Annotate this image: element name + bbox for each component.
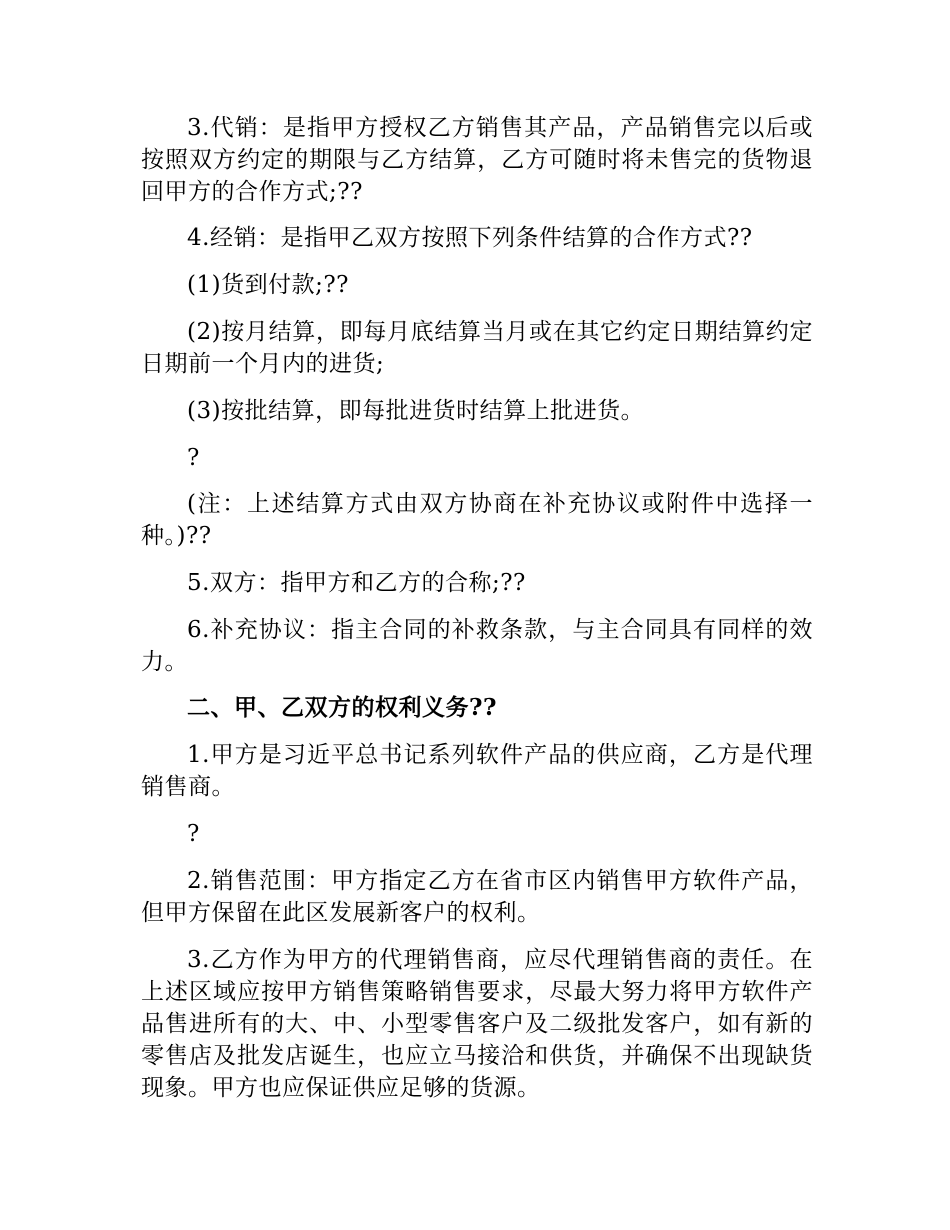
paragraph-note: (注：上述结算方式由双方协商在补充协议或附件中选择一种。)?? xyxy=(141,491,813,549)
paragraph-batch-settlement: (3)按批结算，即每批进货时结算上批进货。 xyxy=(187,398,645,424)
paragraph-supplementary-agreement: 6.补充协议：指主合同的补救条款，与主合同具有同样的效力。 xyxy=(141,617,813,675)
paragraph-consignment: 3.代销：是指甲方授权乙方销售其产品，产品销售完以后或按照双方约定的期限与乙方结算，乙方可随时将未售完的货物退回甲方的合作方式;?? xyxy=(141,115,813,205)
paragraph-cash-on-delivery: (1)货到付款;?? xyxy=(187,272,349,298)
section-heading-rights-obligations: 二、甲、乙双方的权利义务?? xyxy=(187,694,497,721)
paragraph-distribution: 4.经销：是指甲乙双方按照下列条件结算的合作方式?? xyxy=(187,225,753,251)
paragraph-placeholder: ? xyxy=(187,445,200,471)
paragraph-agent-responsibility: 3.乙方作为甲方的代理销售商，应尽代理销售商的责任。在上述区域应按甲方销售策略销售要求，尽最大努力将甲方软件产品售进所有的大、中、小型零售客户及二级批发客户，如有新的零售店及批发店诞生，也应立马接洽和供货，并确保不出现缺货现象。甲方也应保证供应足够的货源。 xyxy=(141,947,813,1101)
paragraph-sales-scope: 2.销售范围：甲方指定乙方在省市区内销售甲方软件产品，但甲方保留在此区发展新客户的权利。 xyxy=(141,868,813,926)
document-page xyxy=(141,112,813,1104)
paragraph-monthly-settlement: (2)按月结算，即每月底结算当月或在其它约定日期结算约定日期前一个月内的进货; xyxy=(141,319,813,377)
paragraph-placeholder: ? xyxy=(187,821,200,847)
paragraph-parties-definition: 5.双方：指甲方和乙方的合称;?? xyxy=(187,570,526,596)
paragraph-supplier-role: 1.甲方是习近平总书记系列软件产品的供应商，乙方是代理销售商。 xyxy=(141,742,813,800)
